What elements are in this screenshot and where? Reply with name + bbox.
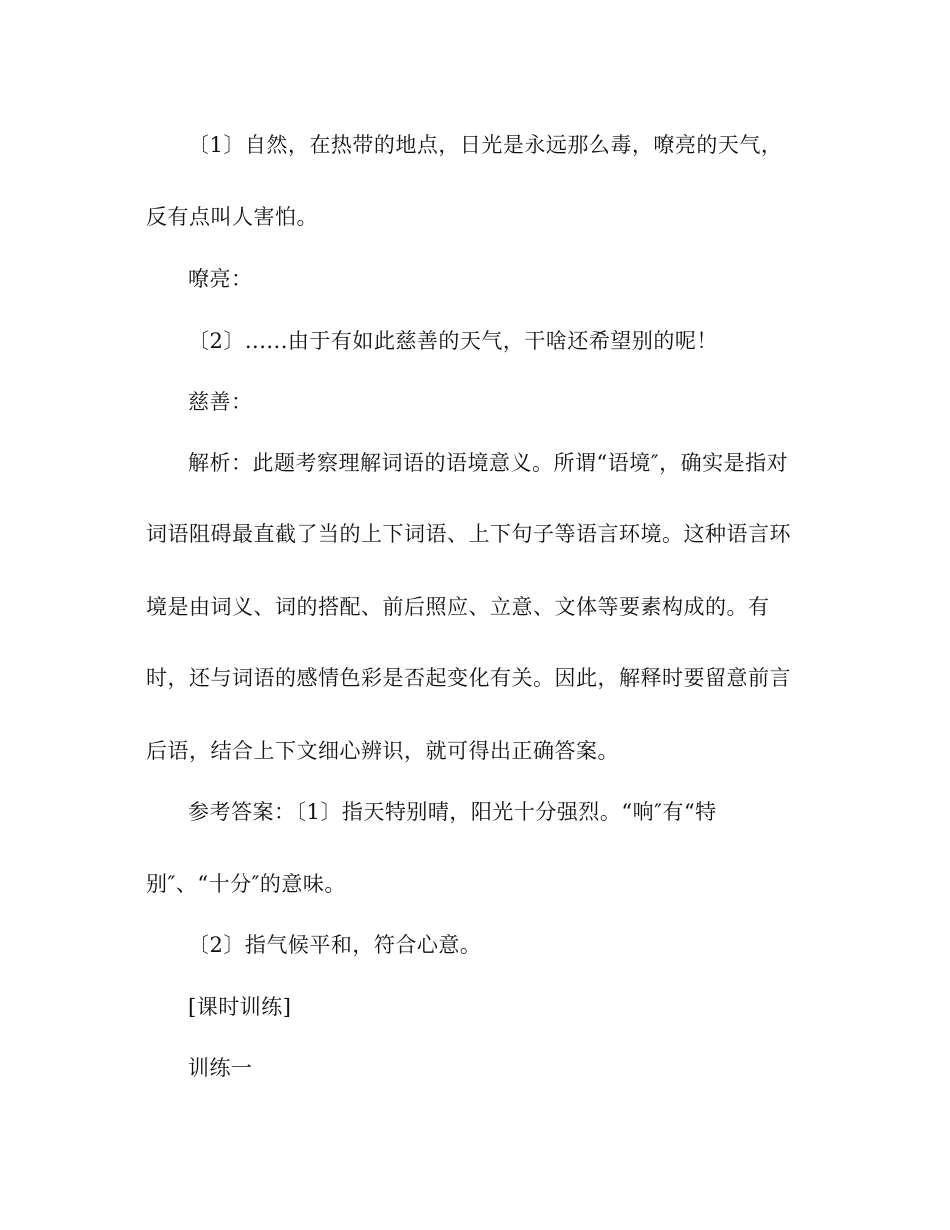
answer-line-1: 参考答案：〔1〕指天特别晴，阳光十分强烈。“响″有“特 (188, 800, 717, 824)
answer-line-3: 〔2〕指气候平和，符合心意。 (188, 933, 482, 957)
analysis-line-2: 词语阻碍最直截了当的上下词语、上下句子等语言环境。这种语言环 (146, 522, 791, 546)
analysis-line-4: 时，还与词语的感情色彩是否起变化有关。因此，解释时要留意前言 (146, 666, 791, 690)
analysis-line-1: 解析：此题考察理解词语的语境意义。所谓“语境″，确实是指对 (188, 451, 789, 475)
training-one-heading: 训练一 (188, 1056, 253, 1080)
analysis-line-3: 境是由词义、词的搭配、前后照应、立意、文体等要素构成的。有 (146, 595, 770, 619)
question-1-line-1: 〔1〕自然，在热带的地点，日光是永远那么毒，嘹亮的天气， (188, 133, 783, 157)
answer-line-2: 别″、“十分″的意味。 (146, 872, 346, 896)
question-1-line-2: 反有点叫人害怕。 (146, 205, 318, 229)
term-label-cishan: 慈善： (188, 390, 253, 414)
analysis-line-5: 后语，结合上下文细心辨识，就可得出正确答案。 (146, 739, 619, 763)
term-label-liaoliang: 嘹亮： (188, 267, 253, 291)
section-heading-training: [课时训练] (188, 995, 292, 1019)
question-2-line: 〔2〕......由于有如此慈善的天气，干啥还希望别的呢！ (188, 329, 718, 353)
